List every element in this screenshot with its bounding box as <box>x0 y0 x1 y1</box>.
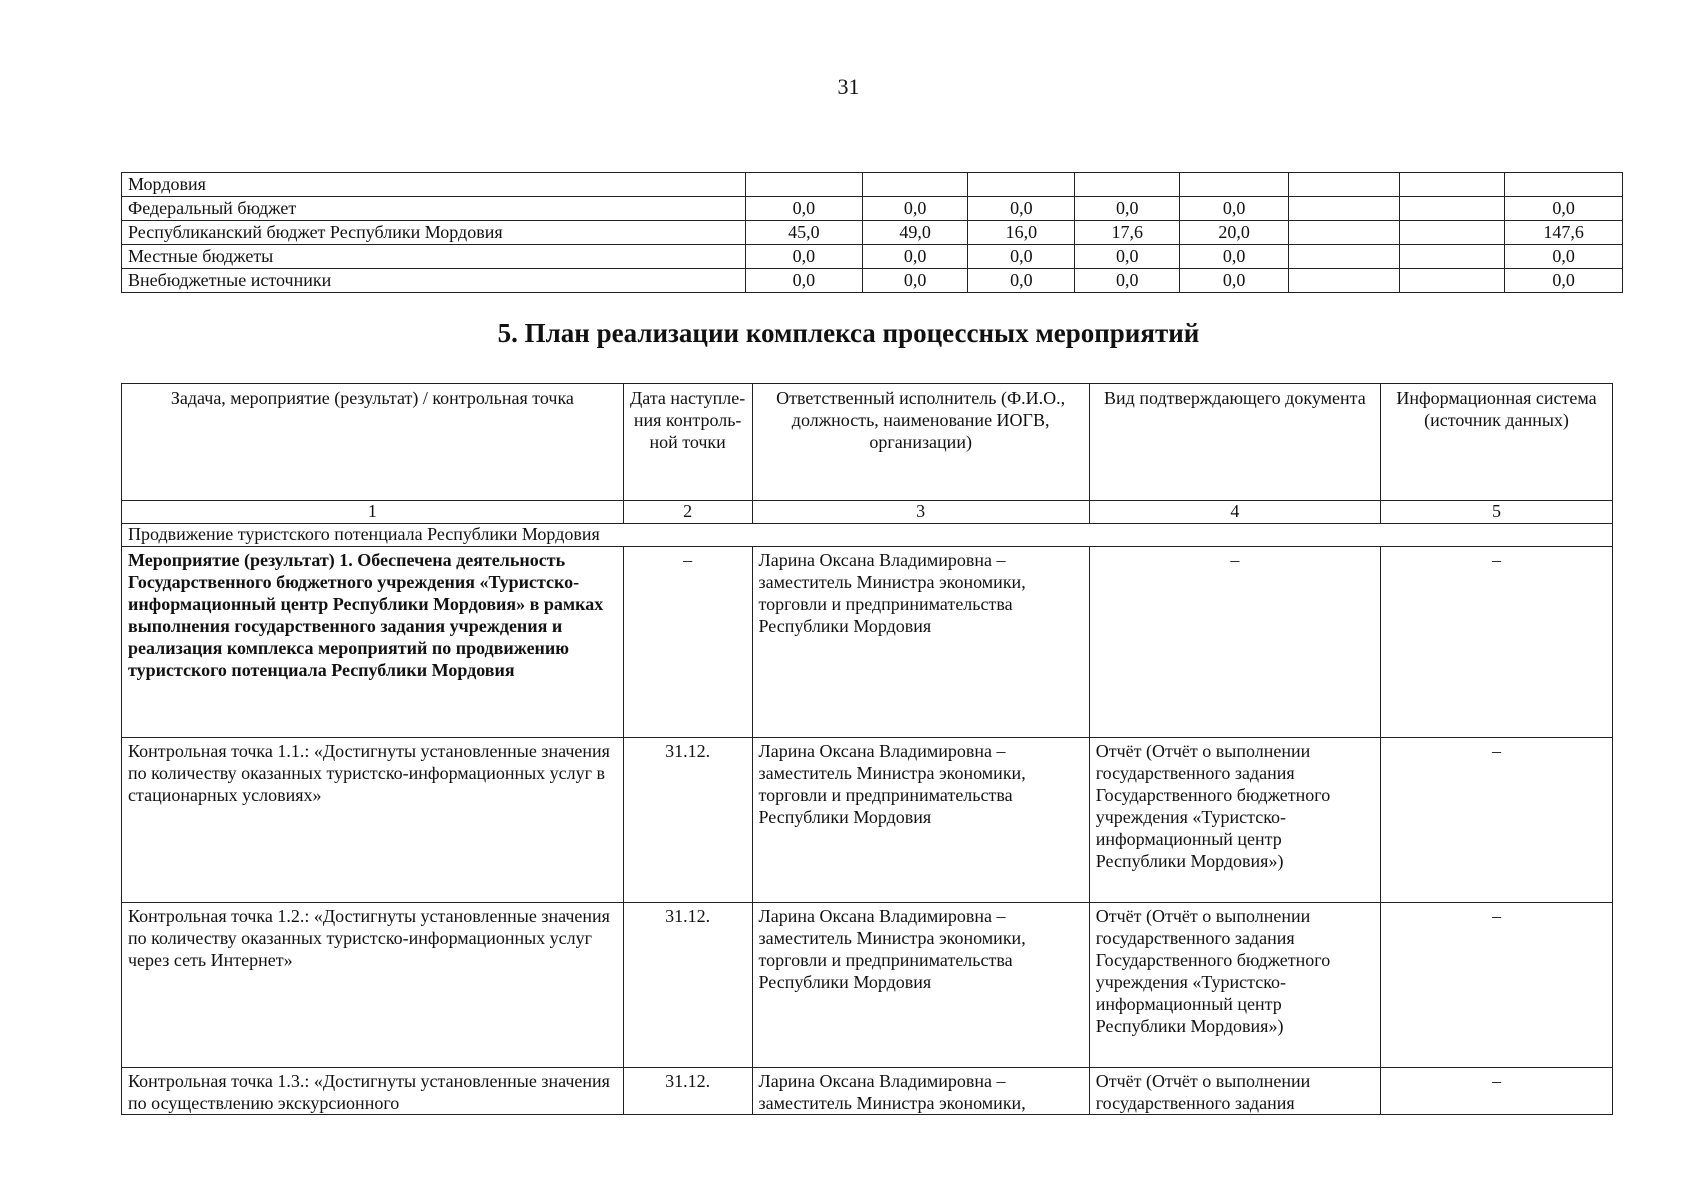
system-cell: – <box>1381 903 1613 1068</box>
budget-value-cell: 0,0 <box>745 245 862 269</box>
budget-value-cell <box>1289 197 1400 221</box>
header-responsible: Ответственный исполнитель (Ф.И.О., должность, наименование ИОГВ, организации) <box>752 384 1089 501</box>
budget-value-cell <box>1400 221 1505 245</box>
budget-table <box>121 172 1623 293</box>
budget-value-cell <box>1400 173 1505 197</box>
document-cell: Отчёт (Отчёт о выполнении государственного задания <box>1089 1068 1380 1115</box>
budget-value-cell: 0,0 <box>862 245 968 269</box>
table-row <box>122 738 1613 903</box>
header-system: Информационная система (источник данных) <box>1381 384 1613 501</box>
header-task: Задача, мероприятие (результат) / контрольная точка <box>122 384 624 501</box>
column-number: 4 <box>1089 501 1380 524</box>
page-number: 31 <box>837 74 860 99</box>
system-cell: – <box>1381 738 1613 903</box>
table-row <box>122 1068 1613 1115</box>
header-date: Дата наступле-ния контроль-ной точки <box>623 384 752 501</box>
task-cell: Контрольная точка 1.2.: «Достигнуты установленные значения по количеству оказанных туристско-информационных услуг через сеть Интернет» <box>122 903 624 1068</box>
date-cell: 31.12. <box>623 903 752 1068</box>
budget-row <box>122 269 1623 293</box>
budget-value-cell: 0,0 <box>745 269 862 293</box>
budget-value-cell <box>1400 269 1505 293</box>
task-cell: Контрольная точка 1.3.: «Достигнуты установленные значения по осуществлению экскурсионного <box>122 1068 624 1115</box>
budget-value-cell: 20,0 <box>1180 221 1289 245</box>
budget-row-label: Мордовия <box>122 173 746 197</box>
group-row <box>122 524 1613 547</box>
budget-value-cell <box>1400 197 1505 221</box>
column-numbers-row <box>122 501 1613 524</box>
budget-row <box>122 173 1623 197</box>
budget-value-cell: 0,0 <box>968 197 1075 221</box>
system-cell: – <box>1381 547 1613 738</box>
date-cell: 31.12. <box>623 738 752 903</box>
plan-header-row <box>122 384 1613 501</box>
budget-value-cell <box>1289 221 1400 245</box>
section-title: 5. План реализации комплекса процессных мероприятий <box>497 318 1200 348</box>
budget-value-cell: 49,0 <box>862 221 968 245</box>
budget-row <box>122 245 1623 269</box>
budget-value-cell: 16,0 <box>968 221 1075 245</box>
responsible-cell: Ларина Оксана Владимировна – заместитель Министра экономики, торговли и предпринимательства Республики Мордовия <box>752 903 1089 1068</box>
responsible-cell: Ларина Оксана Владимировна – заместитель Министра экономики, <box>752 1068 1089 1115</box>
column-number: 3 <box>752 501 1089 524</box>
responsible-cell: Ларина Оксана Владимировна – заместитель Министра экономики, торговли и предпринимательства Республики Мордовия <box>752 738 1089 903</box>
budget-value-cell <box>968 173 1075 197</box>
budget-value-cell <box>1289 173 1400 197</box>
document-cell: – <box>1089 547 1380 738</box>
budget-value-cell <box>1289 245 1400 269</box>
date-cell: – <box>623 547 752 738</box>
budget-row-label: Внебюджетные источники <box>122 269 746 293</box>
budget-value-cell: 0,0 <box>968 269 1075 293</box>
responsible-cell: Ларина Оксана Владимировна – заместитель Министра экономики, торговли и предпринимательства Республики Мордовия <box>752 547 1089 738</box>
header-document: Вид подтверждающего документа <box>1089 384 1380 501</box>
budget-value-cell: 0,0 <box>862 269 968 293</box>
budget-value-cell: 0,0 <box>1505 197 1623 221</box>
budget-value-cell: 0,0 <box>1180 245 1289 269</box>
budget-value-cell: 0,0 <box>1075 245 1180 269</box>
document-cell: Отчёт (Отчёт о выполнении государственного задания Государственного бюджетного учреждения «Туристско-информационный центр Республики Мордовия») <box>1089 903 1380 1068</box>
plan-table <box>121 383 1613 1115</box>
budget-value-cell <box>1180 173 1289 197</box>
column-number: 2 <box>623 501 752 524</box>
budget-row <box>122 221 1623 245</box>
budget-value-cell: 0,0 <box>968 245 1075 269</box>
budget-value-cell <box>745 173 862 197</box>
budget-row-label: Местные бюджеты <box>122 245 746 269</box>
budget-value-cell <box>1505 173 1623 197</box>
system-cell: – <box>1381 1068 1613 1115</box>
document-cell: Отчёт (Отчёт о выполнении государственного задания Государственного бюджетного учреждения «Туристско-информационный центр Республики Мордовия») <box>1089 738 1380 903</box>
budget-value-cell: 45,0 <box>745 221 862 245</box>
date-cell: 31.12. <box>623 1068 752 1115</box>
column-number: 5 <box>1381 501 1613 524</box>
budget-value-cell: 0,0 <box>1505 269 1623 293</box>
budget-row-label: Федеральный бюджет <box>122 197 746 221</box>
budget-value-cell: 0,0 <box>1075 269 1180 293</box>
budget-row-label: Республиканский бюджет Республики Мордовия <box>122 221 746 245</box>
budget-value-cell: 0,0 <box>1180 269 1289 293</box>
budget-value-cell: 147,6 <box>1505 221 1623 245</box>
table-row <box>122 547 1613 738</box>
budget-value-cell <box>1075 173 1180 197</box>
task-cell: Мероприятие (результат) 1. Обеспечена деятельность Государственного бюджетного учреждения «Туристско-информационный центр Республики Мордовия» в рамках выполнения государственного задания учреждения и реализация комплекса мероприятий по продвижению туристского потенциала Республики Мордовия <box>122 547 624 738</box>
column-number: 1 <box>122 501 624 524</box>
budget-value-cell <box>1400 245 1505 269</box>
budget-value-cell: 0,0 <box>1075 197 1180 221</box>
task-cell: Контрольная точка 1.1.: «Достигнуты установленные значения по количеству оказанных туристско-информационных услуг в стационарных условиях» <box>122 738 624 903</box>
budget-value-cell <box>862 173 968 197</box>
group-title: Продвижение туристского потенциала Республики Мордовия <box>122 524 1613 547</box>
budget-value-cell: 0,0 <box>1180 197 1289 221</box>
budget-value-cell: 0,0 <box>745 197 862 221</box>
budget-value-cell: 0,0 <box>1505 245 1623 269</box>
budget-value-cell: 17,6 <box>1075 221 1180 245</box>
budget-row <box>122 197 1623 221</box>
budget-value-cell: 0,0 <box>862 197 968 221</box>
table-row <box>122 903 1613 1068</box>
budget-value-cell <box>1289 269 1400 293</box>
